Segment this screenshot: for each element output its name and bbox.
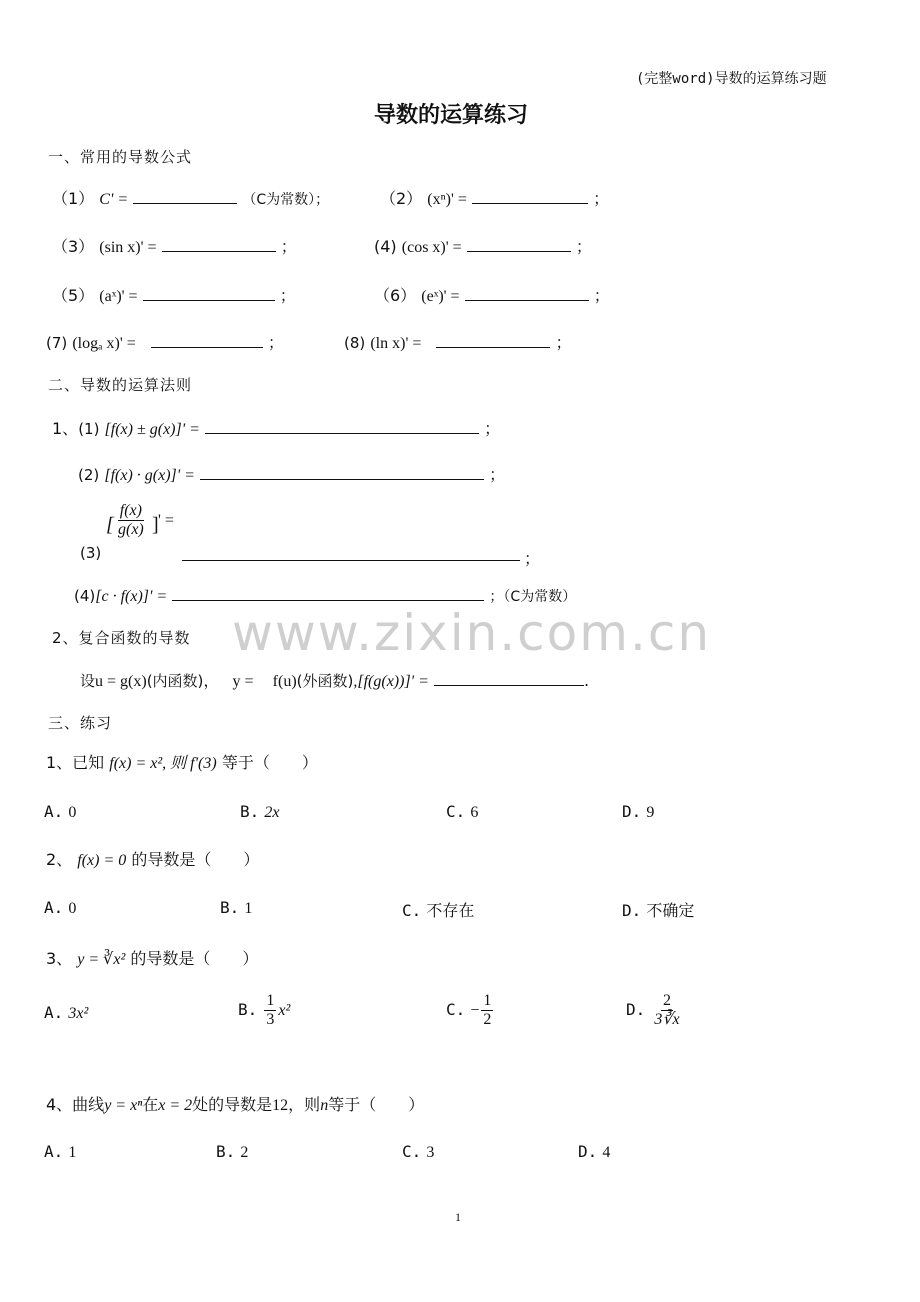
answer-blank[interactable] xyxy=(143,284,275,301)
composite-line xyxy=(80,668,589,691)
formula-expression: (sin x)' = xyxy=(99,239,157,256)
inner-function-label: (内函数) xyxy=(146,672,204,690)
formula-3 xyxy=(52,234,297,257)
formula-number: (4) xyxy=(374,237,397,256)
formula-number: （3） xyxy=(52,237,95,256)
formula-number: （1） xyxy=(52,189,95,208)
question-suffix: 等于（ ） xyxy=(328,1095,425,1114)
formula-expression: (xⁿ)' = xyxy=(427,191,467,208)
question-expression: 12 xyxy=(272,1097,289,1114)
option-d[interactable]: D. 4 xyxy=(578,1142,611,1161)
option-c[interactable]: C. 不存在 xyxy=(402,901,475,920)
header-note: (完整word)导数的运算练习题 xyxy=(636,71,827,87)
rule-expression: [f(x) ± g(x)]' = xyxy=(104,421,200,438)
rule-number: (2) xyxy=(78,466,100,484)
rule-tail: ； xyxy=(524,549,541,568)
option-d[interactable]: D. $\frac{2}{3∛x}$ xyxy=(626,992,680,1028)
option-c[interactable]: C. − $\frac{1}{2}$ xyxy=(446,992,492,1028)
composite-prefix: 设 xyxy=(80,672,96,690)
question-text: 处的导数是 xyxy=(192,1095,273,1114)
rule-tail: ；（C为常数） xyxy=(489,589,577,605)
answer-blank[interactable] xyxy=(200,463,484,480)
rule-expression: [f(x) · g(x)]' = xyxy=(104,467,195,484)
fraction-denominator: g(x) xyxy=(118,521,144,538)
option-b[interactable]: B. 1 xyxy=(220,898,253,917)
question-expression: x = 2 xyxy=(158,1097,193,1114)
formula-number: (7) xyxy=(46,334,68,352)
page-title: 导数的运算练习 xyxy=(374,103,529,128)
composite-comma: ， xyxy=(203,671,220,690)
formula-tail: （C为常数）； xyxy=(242,192,330,208)
formula-expression: (eˣ)' = xyxy=(421,288,460,305)
question-prefix: 2、 xyxy=(46,850,73,869)
rule-number: (4) xyxy=(74,587,96,605)
answer-blank[interactable] xyxy=(162,235,276,252)
question-suffix: 的导数是（ ） xyxy=(130,949,259,968)
formula-tail: ； xyxy=(279,286,296,305)
outer-function-label: (外函数) xyxy=(296,672,354,690)
formula-tail: ； xyxy=(593,189,610,208)
formula-number: （6） xyxy=(374,286,417,305)
option-a[interactable]: A. 0 xyxy=(44,802,77,821)
option-d[interactable]: D. 9 xyxy=(622,802,655,821)
answer-blank[interactable] xyxy=(465,284,589,301)
formula-expression: (aˣ)' = xyxy=(99,288,138,305)
question-3-stem xyxy=(46,946,258,969)
watermark: www.zixin.com.cn xyxy=(232,604,712,662)
answer-blank[interactable] xyxy=(205,417,479,434)
rule-fraction xyxy=(114,502,148,539)
formula-number: （2） xyxy=(380,189,423,208)
option-b[interactable]: B. 2x xyxy=(240,802,280,821)
rule-3 xyxy=(80,500,560,572)
composite-result: ,[f(g(x))]' = xyxy=(353,673,429,690)
option-b[interactable]: B. 2 xyxy=(216,1142,249,1161)
option-b[interactable]: B. $\frac{1}{3}$ x² xyxy=(238,992,291,1028)
rule-tail: ； xyxy=(484,419,501,438)
rule-1 xyxy=(52,416,500,439)
option-c[interactable]: C. 6 xyxy=(446,802,479,821)
formula-2 xyxy=(380,186,609,209)
formula-expression: (cos x)' = xyxy=(401,239,462,256)
section-1-heading: 一、常用的导数公式 xyxy=(48,148,193,166)
outer-function-y: y = xyxy=(232,673,254,690)
question-suffix: 等于（ ） xyxy=(221,753,318,772)
question-suffix: 的导数是（ ） xyxy=(131,850,260,869)
formula-5 xyxy=(52,283,296,306)
formula-tail: ； xyxy=(280,237,297,256)
question-prefix: 1、已知 xyxy=(46,753,105,772)
section-3-heading: 三、练习 xyxy=(48,714,113,732)
formula-expression: C' = xyxy=(99,191,129,208)
option-c[interactable]: C. 3 xyxy=(402,1142,435,1161)
question-expression: y = ∛x² xyxy=(77,951,126,968)
rule-tail: ； xyxy=(489,465,506,484)
composite-tail: . xyxy=(583,671,590,690)
formula-tail: ； xyxy=(555,333,572,352)
question-expression: f(x) = x², 则 f'(3) xyxy=(109,755,217,772)
answer-blank[interactable] xyxy=(133,187,237,204)
formula-number: (8) xyxy=(344,334,366,352)
rule-number: (3) xyxy=(80,544,102,562)
answer-blank[interactable] xyxy=(436,331,550,348)
answer-blank[interactable] xyxy=(151,331,263,348)
rule-expression: [c · f(x)]' = xyxy=(95,588,168,605)
rule-group-label: 1、 xyxy=(52,419,79,438)
question-expression: f(x) = 0 xyxy=(77,852,127,869)
question-expression: n xyxy=(320,1097,329,1114)
formula-7 xyxy=(46,330,284,353)
section-2-heading: 二、导数的运算法则 xyxy=(48,376,193,394)
formula-expression: (logₐ x)' = xyxy=(72,335,136,352)
rule-4 xyxy=(74,584,576,606)
question-prefix: 4、曲线 xyxy=(46,1095,105,1114)
fraction-numerator: f(x) xyxy=(119,502,142,519)
formula-tail: ； xyxy=(593,286,610,305)
inner-function-def: u = g(x) xyxy=(95,673,147,690)
option-a[interactable]: A. 0 xyxy=(44,898,77,917)
answer-blank[interactable] xyxy=(182,544,520,561)
page-number: 1 xyxy=(455,1210,461,1224)
question-text: ，则 xyxy=(288,1095,321,1114)
question-1-stem xyxy=(46,750,318,773)
formula-expression: (ln x)' = xyxy=(370,335,422,352)
formula-1 xyxy=(52,186,329,209)
answer-blank[interactable] xyxy=(472,187,588,204)
answer-blank[interactable] xyxy=(172,584,484,601)
formula-tail: ； xyxy=(267,333,284,352)
formula-4 xyxy=(374,234,592,257)
question-text: 在 xyxy=(142,1095,159,1114)
rule-number: (1) xyxy=(78,420,100,438)
question-expression: y = xⁿ xyxy=(104,1097,143,1114)
formula-8 xyxy=(344,330,572,353)
outer-function-def: f(u) xyxy=(272,673,297,690)
rule-2 xyxy=(78,462,505,485)
question-2-stem xyxy=(46,847,259,870)
option-a[interactable]: A. 3x² xyxy=(44,1003,89,1022)
question-4-stem xyxy=(46,1092,424,1115)
formula-number: （5） xyxy=(52,286,95,305)
formula-6 xyxy=(374,283,610,306)
bracket-left: [ xyxy=(106,514,114,536)
answer-blank[interactable] xyxy=(467,235,571,252)
option-a[interactable]: A. 1 xyxy=(44,1142,77,1161)
bracket-right: ] xyxy=(152,514,159,536)
question-prefix: 3、 xyxy=(46,949,73,968)
composite-heading: 2、复合函数的导数 xyxy=(52,629,191,647)
option-d[interactable]: D. 不确定 xyxy=(622,901,695,920)
formula-tail: ； xyxy=(575,237,592,256)
rule-expression: ' = xyxy=(158,512,174,529)
answer-blank[interactable] xyxy=(434,669,584,686)
